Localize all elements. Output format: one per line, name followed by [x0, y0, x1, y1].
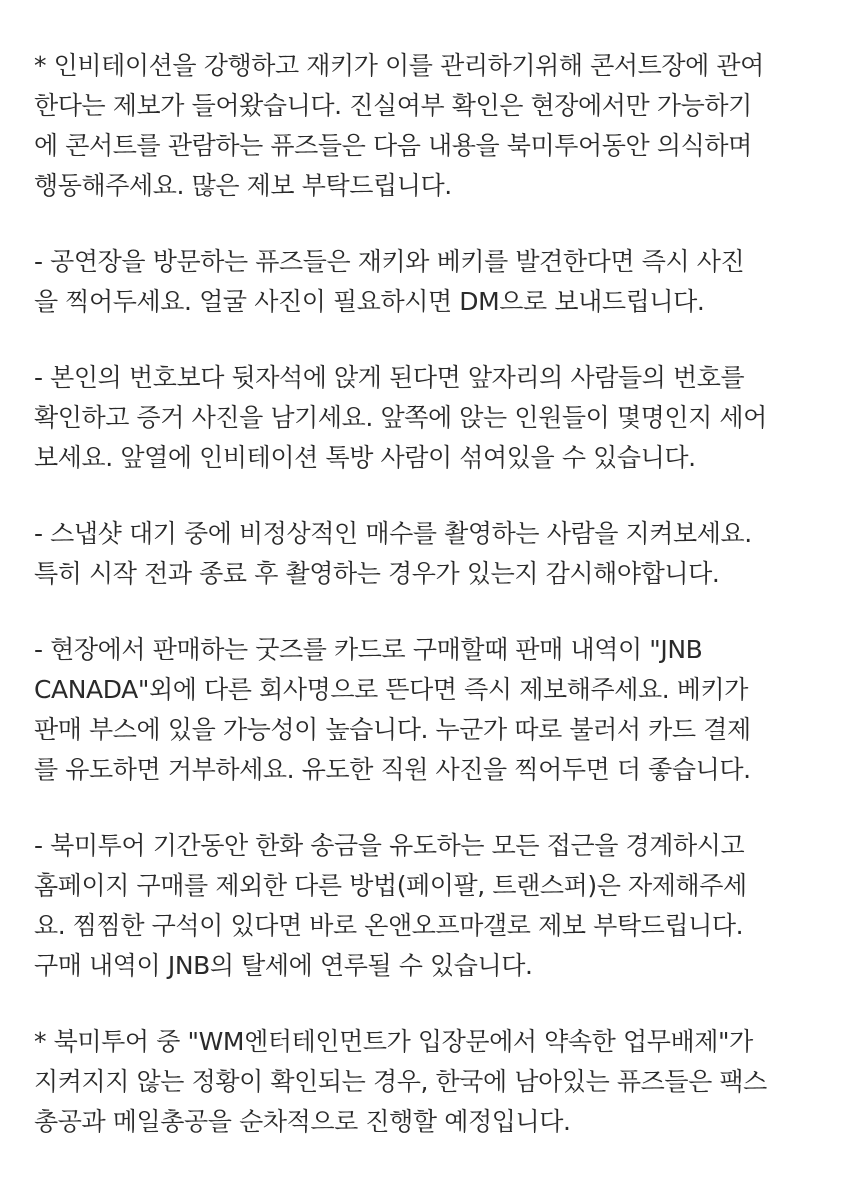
- paragraph-seat-guideline: [34, 358, 829, 478]
- text-line: CANADA"외에 다른 회사명으로 뜬다면 즉시 제보해주세요. 베키가: [34, 675, 749, 704]
- text-line: * 인비테이션을 강행하고 재키가 이를 관리하기위해 콘서트장에 관여: [34, 51, 764, 80]
- text-line: 를 유도하면 거부하세요. 유도한 직원 사진을 찍어두면 더 좋습니다.: [34, 755, 751, 784]
- text-line: 보세요. 앞열에 인비테이션 톡방 사람이 섞여있을 수 있습니다.: [34, 443, 696, 472]
- text-line: - 북미투어 기간동안 한화 송금을 유도하는 모든 접근을 경계하시고: [34, 831, 745, 860]
- text-line: - 스냅샷 대기 중에 비정상적인 매수를 촬영하는 사람을 지켜보세요.: [34, 519, 752, 548]
- text-line: - 현장에서 판매하는 굿즈를 카드로 구매할때 판매 내역이 "JNB: [34, 635, 703, 664]
- text-line: - 공연장을 방문하는 퓨즈들은 재키와 베키를 발견한다면 즉시 사진: [34, 247, 745, 276]
- text-line: 을 찍어두세요. 얼굴 사진이 필요하시면 DM으로 보내드립니다.: [34, 287, 705, 316]
- text-line: 구매 내역이 JNB의 탈세에 연루될 수 있습니다.: [34, 951, 533, 980]
- paragraph-photo-guideline: [34, 242, 829, 322]
- text-line: 확인하고 증거 사진을 남기세요. 앞쪽에 앉는 인원들이 몇명인지 세어: [34, 403, 767, 432]
- text-line: 에 콘서트를 관람하는 퓨즈들은 다음 내용을 북미투어동안 의식하며: [34, 131, 752, 160]
- text-line: 특히 시작 전과 종료 후 촬영하는 경우가 있는지 감시해야합니다.: [34, 559, 720, 588]
- paragraph-goods-guideline: [34, 630, 829, 790]
- paragraph-closing-note: [34, 1022, 829, 1142]
- text-line: 행동해주세요. 많은 제보 부탁드립니다.: [34, 171, 452, 200]
- paragraph-intro: [34, 46, 829, 206]
- text-line: * 북미투어 중 "WM엔터테인먼트가 입장문에서 약속한 업무배제"가: [34, 1027, 753, 1056]
- text-line: 판매 부스에 있을 가능성이 높습니다. 누군가 따로 불러서 카드 결제: [34, 715, 751, 744]
- text-line: 지켜지지 않는 정황이 확인되는 경우, 한국에 남아있는 퓨즈들은 팩스: [34, 1067, 767, 1096]
- text-line: - 본인의 번호보다 뒷자석에 앉게 된다면 앞자리의 사람들의 번호를: [34, 363, 745, 392]
- text-line: 한다는 제보가 들어왔습니다. 진실여부 확인은 현장에서만 가능하기: [34, 91, 752, 120]
- text-line: 홈페이지 구매를 제외한 다른 방법(페이팔, 트랜스퍼)은 자제해주세: [34, 871, 747, 900]
- text-line: 요. 찜찜한 구석이 있다면 바로 온앤오프마갤로 제보 부탁드립니다.: [34, 911, 744, 940]
- text-line: 총공과 메일총공을 순차적으로 진행할 예정입니다.: [34, 1107, 571, 1136]
- paragraph-snapshot-guideline: [34, 514, 829, 594]
- paragraph-payment-guideline: [34, 826, 829, 986]
